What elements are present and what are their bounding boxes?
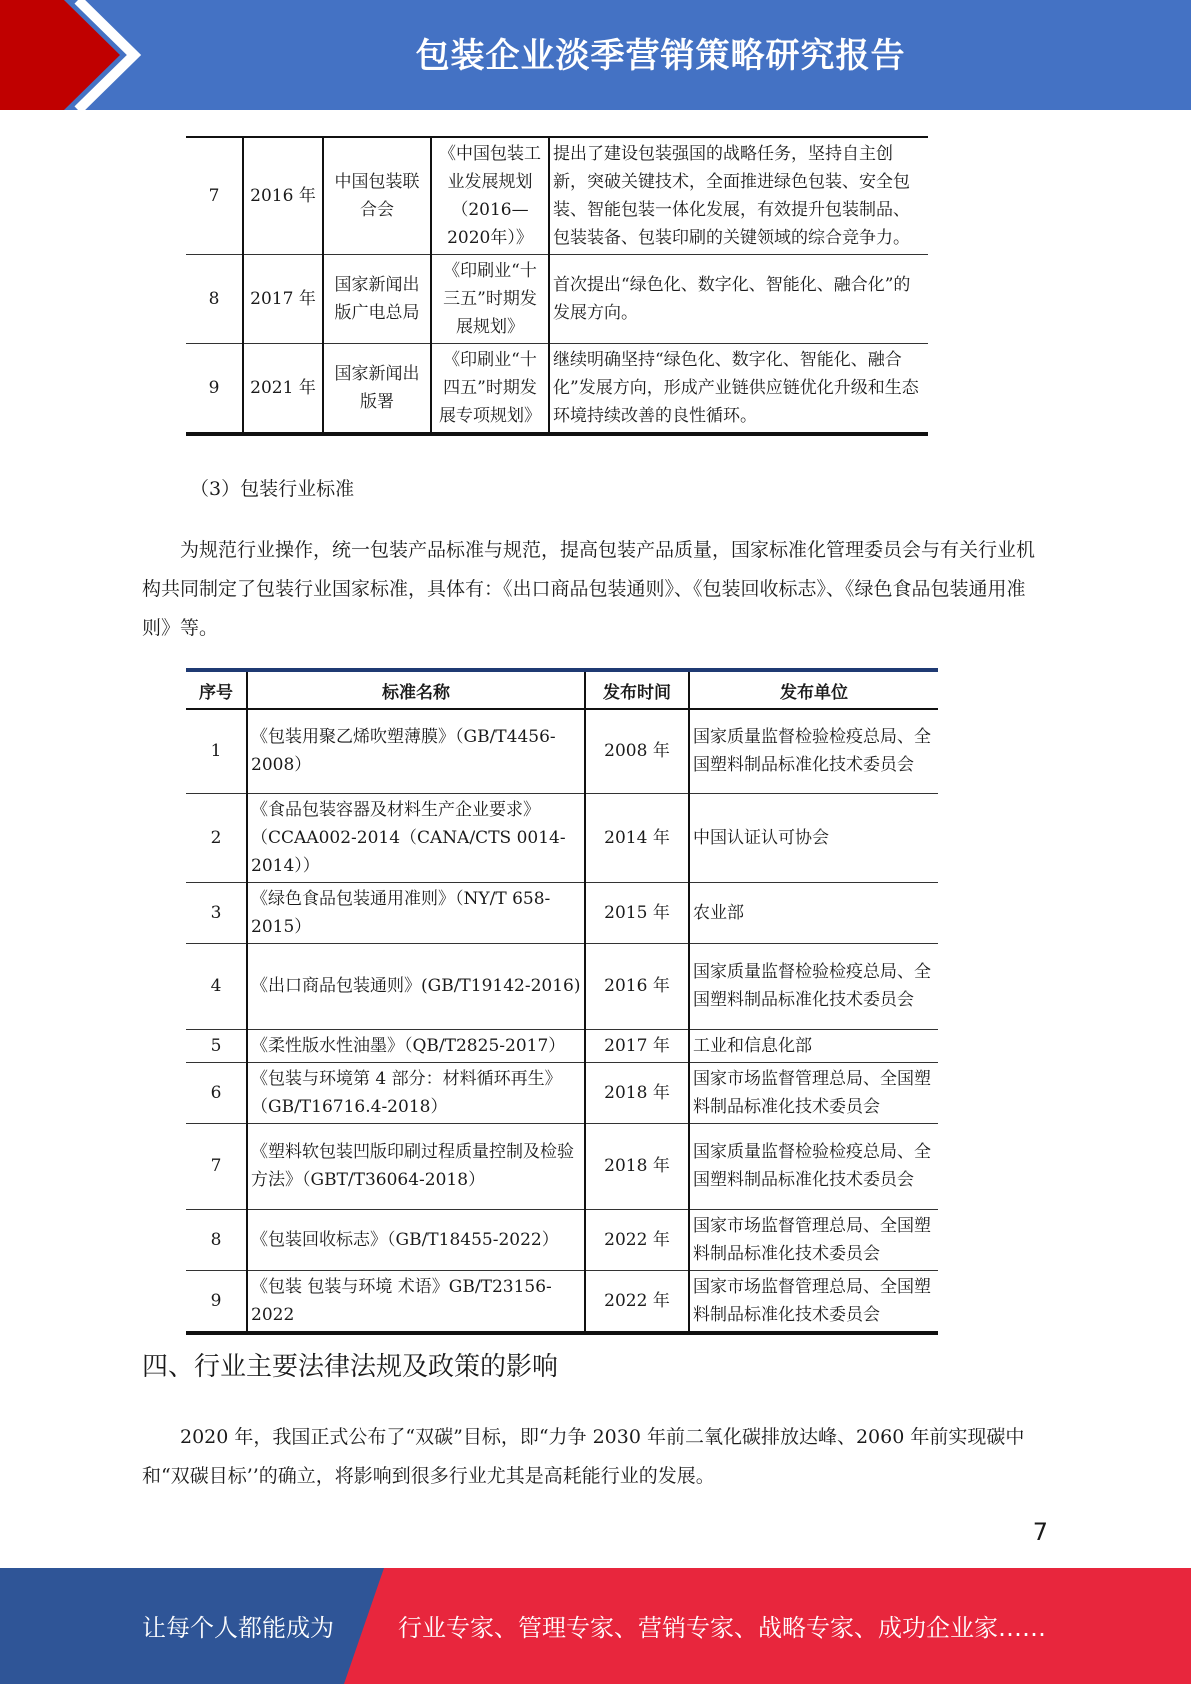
- cell-unit: 农业部: [689, 882, 938, 943]
- cell-year: 2017 年: [243, 255, 323, 344]
- header-unit: 发布单位: [689, 670, 938, 709]
- table-row: [186, 1270, 938, 1333]
- standards-table: [186, 668, 938, 1335]
- cell-year: 2021 年: [243, 344, 323, 435]
- page-number: 7: [1032, 1518, 1048, 1546]
- cell-date: 2015 年: [585, 882, 689, 943]
- cell-unit: 国家市场监督管理总局、全国塑料制品标准化技术委员会: [689, 1062, 938, 1123]
- footer-slogan-right: 行业专家、管理专家、营销专家、战略专家、成功企业家……: [398, 1614, 1046, 1642]
- cell-name: 《包装回收标志》（GB/T18455-2022）: [247, 1209, 585, 1270]
- cell-name: 《柔性版水性油墨》（QB/T2825-2017）: [247, 1029, 585, 1062]
- cell-date: 2014 年: [585, 793, 689, 882]
- report-title: 包装企业淡季营销策略研究报告: [415, 36, 906, 76]
- cell-date: 2022 年: [585, 1270, 689, 1333]
- cell-name: 《食品包装容器及材料生产企业要求》（CCAA002-2014（CANA/CTS 0014-2014））: [247, 793, 585, 882]
- cell-desc: 继续明确坚持“绿色化、数字化、智能化、融合化”发展方向，形成产业链供应链优化升级和生态环境持续改善的良性循环。: [549, 344, 928, 435]
- cell-name: 《出口商品包装通则》(GB/T19142-2016): [247, 943, 585, 1029]
- policy-table: [186, 136, 928, 436]
- cell-doc: 《印刷业“十四五”时期发展专项规划》: [431, 344, 549, 435]
- header-arrow-decoration: [0, 0, 150, 110]
- cell-desc: 首次提出“绿色化、数字化、智能化、融合化”的发展方向。: [549, 255, 928, 344]
- table-row: [186, 1123, 938, 1209]
- cell-unit: 工业和信息化部: [689, 1029, 938, 1062]
- cell-org: 国家新闻出版署: [323, 344, 431, 435]
- cell-no: 7: [186, 137, 243, 255]
- cell-date: 2018 年: [585, 1062, 689, 1123]
- cell-date: 2016 年: [585, 943, 689, 1029]
- table-header-row: [186, 670, 938, 709]
- header-name: 标准名称: [247, 670, 585, 709]
- cell-no: 7: [186, 1123, 247, 1209]
- header-date: 发布时间: [585, 670, 689, 709]
- cell-doc: 《印刷业“十三五”时期发展规划》: [431, 255, 549, 344]
- table-row: [186, 709, 938, 793]
- cell-no: 2: [186, 793, 247, 882]
- cell-no: 9: [186, 1270, 247, 1333]
- cell-unit: 国家质量监督检验检疫总局、全国塑料制品标准化技术委员会: [689, 709, 938, 793]
- table-row: [186, 943, 938, 1029]
- page-header: [0, 0, 1191, 110]
- table-row: [186, 1029, 938, 1062]
- cell-no: 9: [186, 344, 243, 435]
- table-row: [186, 344, 928, 435]
- cell-org: 中国包装联合会: [323, 137, 431, 255]
- table-row: [186, 1062, 938, 1123]
- cell-unit: 中国认证认可协会: [689, 793, 938, 882]
- cell-name: 《绿色食品包装通用准则》（NY/T 658-2015）: [247, 882, 585, 943]
- table-row: [186, 882, 938, 943]
- cell-no: 8: [186, 1209, 247, 1270]
- cell-name: 《包装与环境第 4 部分：材料循环再生》（GB/T16716.4-2018）: [247, 1062, 585, 1123]
- cell-date: 2008 年: [585, 709, 689, 793]
- table-row: [186, 137, 928, 255]
- page-footer: [0, 1568, 1191, 1684]
- cell-date: 2017 年: [585, 1029, 689, 1062]
- cell-no: 8: [186, 255, 243, 344]
- cell-unit: 国家质量监督检验检疫总局、全国塑料制品标准化技术委员会: [689, 1123, 938, 1209]
- cell-name: 《包装用聚乙烯吹塑薄膜》（GB/T4456-2008）: [247, 709, 585, 793]
- cell-org: 国家新闻出版广电总局: [323, 255, 431, 344]
- cell-no: 1: [186, 709, 247, 793]
- cell-unit: 国家市场监督管理总局、全国塑料制品标准化技术委员会: [689, 1209, 938, 1270]
- footer-slogan-left: 让每个人都能成为: [142, 1614, 334, 1642]
- header-no: 序号: [186, 670, 247, 709]
- cell-date: 2018 年: [585, 1123, 689, 1209]
- cell-no: 5: [186, 1029, 247, 1062]
- cell-unit: 国家市场监督管理总局、全国塑料制品标准化技术委员会: [689, 1270, 938, 1333]
- cell-no: 4: [186, 943, 247, 1029]
- cell-name: 《塑料软包装凹版印刷过程质量控制及检验方法》（GBT/T36064-2018）: [247, 1123, 585, 1209]
- section-heading: 四、行业主要法律法规及政策的影响: [142, 1352, 559, 1382]
- cell-name: 《包装 包装与环境 术语》GB/T23156-2022: [247, 1270, 585, 1333]
- cell-no: 6: [186, 1062, 247, 1123]
- cell-doc: 《中国包装工业发展规划（2016—2020年）》: [431, 137, 549, 255]
- table-row: [186, 255, 928, 344]
- cell-desc: 提出了建设包装强国的战略任务，坚持自主创新，突破关键技术，全面推进绿色包装、安全包装、智能包装一体化发展，有效提升包装制品、包装装备、包装印刷的关键领域的综合竞争力。: [549, 137, 928, 255]
- cell-no: 3: [186, 882, 247, 943]
- cell-unit: 国家质量监督检验检疫总局、全国塑料制品标准化技术委员会: [689, 943, 938, 1029]
- subheading-standards: （3）包装行业标准: [190, 478, 355, 500]
- table-row: [186, 1209, 938, 1270]
- cell-date: 2022 年: [585, 1209, 689, 1270]
- paragraph-dual-carbon: 2020 年，我国正式公布了“双碳”目标，即“力争 2030 年前二氧化碳排放达峰、2060 年前实现碳中和“双碳目标’’的确立，将影响到很多行业尤其是高耗能行业的发展。: [142, 1426, 1025, 1487]
- table-row: [186, 793, 938, 882]
- cell-year: 2016 年: [243, 137, 323, 255]
- paragraph-standards-intro: 为规范行业操作，统一包装产品标准与规范，提高包装产品质量，国家标准化管理委员会与有关行业机构共同制定了包装行业国家标准，具体有：《出口商品包装通则》、《包装回收标志》、《绿色食品包装通用准则》等。: [142, 539, 1036, 639]
